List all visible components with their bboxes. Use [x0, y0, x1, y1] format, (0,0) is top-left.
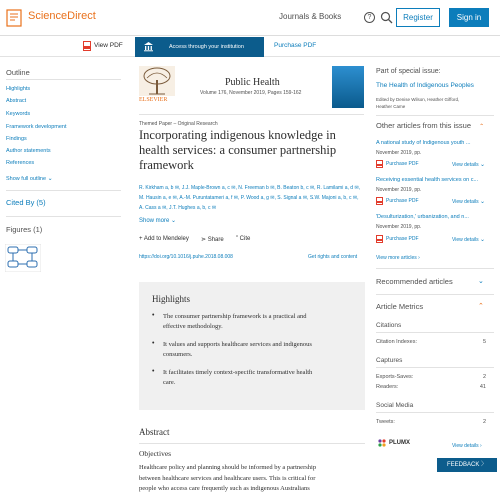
- outline-heading: Outline: [6, 68, 30, 77]
- other-article-title[interactable]: A national study of Indigenous youth ...: [376, 140, 471, 146]
- other-article-date: November 2019, pp.: [376, 224, 422, 230]
- abstract-heading: Abstract: [139, 427, 170, 437]
- chevron-down-icon: ⌄: [479, 162, 486, 168]
- abstract-body: [139, 463, 367, 495]
- view-details-link[interactable]: [452, 236, 485, 243]
- view-details-link[interactable]: [452, 198, 485, 205]
- register-button[interactable]: Register: [396, 8, 440, 27]
- divider: [376, 412, 494, 413]
- citations-heading: Citations: [376, 322, 402, 329]
- share-button[interactable]: [201, 236, 224, 243]
- other-article-date: November 2019, pp.: [376, 150, 422, 156]
- divider: [376, 367, 494, 368]
- chevron-down-icon[interactable]: ⌄: [478, 278, 484, 285]
- social-media-heading: Social Media: [376, 402, 414, 409]
- author-list: [139, 183, 369, 213]
- pdf-icon: [376, 197, 383, 205]
- view-details-link[interactable]: [452, 161, 485, 168]
- metrics-view-details-link[interactable]: [452, 443, 482, 449]
- authors-line[interactable]: A. Cass a ✉, J.T. Hughes a, b, c ✉: [139, 205, 217, 211]
- sciencedirect-logo-icon[interactable]: [4, 8, 24, 28]
- highlights-heading: Highlights: [152, 294, 191, 304]
- show-more-button[interactable]: [139, 217, 176, 224]
- show-full-outline-label: Show full outline: [6, 176, 47, 182]
- special-issue-heading: Part of special issue:: [376, 68, 441, 75]
- quote-icon: ”: [236, 236, 238, 242]
- plumx-logo[interactable]: PLUMX: [389, 440, 410, 446]
- view-more-label: View more articles: [376, 255, 417, 261]
- feedback-icon: 〉: [481, 462, 488, 468]
- view-details-label: View details: [452, 199, 479, 205]
- divider: [376, 115, 494, 116]
- chevron-right-icon: ›: [479, 443, 482, 449]
- figures-heading: Figures (1): [6, 225, 43, 234]
- highlight-item: [163, 312, 358, 332]
- purchase-pdf-link[interactable]: Purchase PDF: [386, 198, 419, 204]
- article-title: Incorporating indigenous knowledge in health services: a consumer partnership framework: [139, 128, 337, 172]
- article-metrics-heading[interactable]: [376, 302, 423, 311]
- other-article-title[interactable]: 'Desulturization,' urbanization, and n...: [376, 214, 469, 220]
- citation-indexes-value: 5: [482, 339, 486, 345]
- chevron-down-icon: ⌄: [47, 176, 53, 182]
- doi-link[interactable]: https://doi.org/10.1016/j.puhe.2018.08.008: [139, 254, 233, 260]
- highlight-line: The consumer partnership framework is a practical and: [163, 313, 307, 320]
- get-rights-link[interactable]: Get rights and content: [308, 254, 358, 260]
- chevron-down-icon: ⌄: [171, 218, 177, 224]
- divider: [376, 294, 494, 295]
- readers-label: Readers:: [376, 384, 399, 390]
- sign-in-button[interactable]: Sign in: [449, 8, 489, 27]
- publisher-name: ELSEVIER: [139, 97, 168, 103]
- view-more-articles-link[interactable]: [376, 255, 420, 261]
- show-full-outline-button[interactable]: [6, 175, 53, 182]
- other-articles-label: Other articles from this issue: [376, 121, 472, 130]
- highlight-line: consumers.: [163, 351, 193, 358]
- divider: [376, 332, 494, 333]
- pdf-icon: [376, 235, 383, 243]
- view-details-label: View details: [452, 162, 479, 168]
- other-article-date: November 2019, pp.: [376, 187, 422, 193]
- help-icon[interactable]: ?: [364, 12, 375, 23]
- abstract-line: people who access care frequently such as indigenous Australians: [139, 485, 310, 492]
- recommended-articles-heading[interactable]: [376, 277, 453, 286]
- purchase-pdf-link[interactable]: Purchase PDF: [386, 236, 419, 242]
- pdf-icon: [83, 41, 91, 51]
- outline-item-keywords[interactable]: Keywords: [6, 111, 31, 117]
- add-to-mendeley-label: Add to Mendeley: [143, 236, 189, 242]
- outline-item-findings[interactable]: Findings: [6, 136, 27, 142]
- editors-line: Heather Came: [376, 103, 406, 109]
- bullet: •: [152, 312, 155, 319]
- share-icon: ⋗: [201, 237, 207, 243]
- brand-name[interactable]: ScienceDirect: [28, 10, 96, 22]
- pdf-icon: [376, 160, 383, 168]
- divider: [6, 79, 121, 80]
- outline-item-references[interactable]: References: [6, 160, 35, 166]
- exports-saves-label: Exports-Saves:: [376, 374, 414, 380]
- figure-thumbnail[interactable]: [5, 244, 41, 272]
- chevron-right-icon: ›: [418, 255, 420, 261]
- chevron-up-icon: ⌃: [479, 124, 485, 130]
- access-institution-button[interactable]: Access through your institution: [135, 37, 264, 57]
- citation-indexes-label: Citation Indexes:: [376, 339, 417, 345]
- exports-saves-value: 2: [482, 374, 486, 380]
- bullet: •: [152, 340, 155, 347]
- divider: [6, 190, 121, 191]
- outline-item-author-statements[interactable]: Author statements: [6, 148, 51, 154]
- readers-value: 41: [479, 384, 486, 390]
- highlight-line: care.: [163, 379, 176, 386]
- plumx-logo-icon: [378, 439, 386, 447]
- other-article-title[interactable]: Receiving essential health services on c...: [376, 177, 479, 183]
- journal-cover-image[interactable]: [332, 66, 364, 108]
- search-icon[interactable]: [380, 11, 393, 24]
- feedback-button[interactable]: [437, 458, 497, 472]
- authors-line[interactable]: R. Kirkham a, b ✉, J.J. Maple-Brown a, c ✉, N. Freeman b ✉, B. Beaton b, c ✉, R. Lamilami a, d ✉,: [139, 185, 361, 191]
- abstract-line: between healthcare services and healthcare users. This is critical for: [139, 474, 316, 482]
- chevron-down-icon: ⌄: [479, 237, 486, 243]
- bullet: •: [152, 368, 155, 375]
- institution-icon: [143, 41, 154, 52]
- show-more-label: Show more: [139, 218, 170, 224]
- special-issue-editors: [376, 97, 494, 110]
- tweets-label: Tweets:: [376, 419, 395, 425]
- abstract-line: Healthcare policy and planning should be informed by a partnership: [139, 464, 317, 471]
- outline-item-highlights[interactable]: Highlights: [6, 86, 31, 92]
- highlight-line: effective methodology.: [163, 323, 223, 330]
- journal-volume[interactable]: Volume 176, November 2019, Pages 159-162: [200, 90, 302, 96]
- objectives-heading: Objectives: [139, 449, 172, 458]
- highlight-item: [163, 340, 358, 360]
- divider: [376, 268, 494, 269]
- journals-books-link[interactable]: Journals & Books: [279, 12, 342, 21]
- article-metrics-label: Article Metrics: [376, 302, 424, 311]
- divider: [139, 114, 364, 115]
- other-articles-heading[interactable]: [376, 121, 484, 130]
- divider: [139, 443, 365, 444]
- chevron-up-icon[interactable]: ⌃: [478, 303, 484, 310]
- divider: [6, 216, 121, 217]
- view-details-label: View details: [452, 237, 479, 243]
- elsevier-logo-icon[interactable]: [139, 66, 175, 96]
- feedback-label: FEEDBACK: [446, 462, 480, 468]
- cited-by-link[interactable]: Cited By (5): [6, 198, 46, 207]
- captures-heading: Captures: [376, 357, 403, 364]
- outline-item-abstract[interactable]: Abstract: [6, 98, 27, 104]
- highlight-line: It values and supports healthcare services and indigenous: [163, 341, 312, 348]
- purchase-pdf-link[interactable]: Purchase PDF: [386, 161, 419, 167]
- view-details-label: View details: [452, 443, 479, 449]
- journal-title[interactable]: Public Health: [225, 77, 280, 88]
- article-type: Themed Paper – Original Research: [139, 121, 218, 127]
- view-pdf-button[interactable]: View PDF: [94, 42, 123, 49]
- chevron-down-icon: ⌄: [479, 199, 486, 205]
- authors-line[interactable]: M. Hausin a, e ✉, A.-M. Puruntatameri a, f ✉, P. Wood a, g ✉, S. Signal a ✉, S.W. Majoni a, b, c ✉,: [139, 195, 359, 201]
- tweets-value: 2: [482, 419, 486, 425]
- cite-button[interactable]: [236, 236, 250, 242]
- cite-label: Cite: [239, 236, 251, 242]
- share-label: Share: [207, 237, 224, 243]
- outline-item-framework-development[interactable]: Framework development: [6, 124, 67, 130]
- plus-icon: +: [139, 236, 143, 242]
- purchase-pdf-link[interactable]: Purchase PDF: [274, 42, 317, 49]
- special-issue-link[interactable]: The Health of Indigenous Peoples: [376, 82, 474, 89]
- highlight-item: [163, 368, 358, 388]
- add-to-mendeley-button[interactable]: [139, 236, 189, 242]
- highlight-line: It facilitates timely context-specific transformative health: [163, 369, 313, 376]
- recommended-label: Recommended articles: [376, 277, 453, 286]
- editors-line: Edited by Denise Wilson, Heather Gifford,: [376, 97, 460, 102]
